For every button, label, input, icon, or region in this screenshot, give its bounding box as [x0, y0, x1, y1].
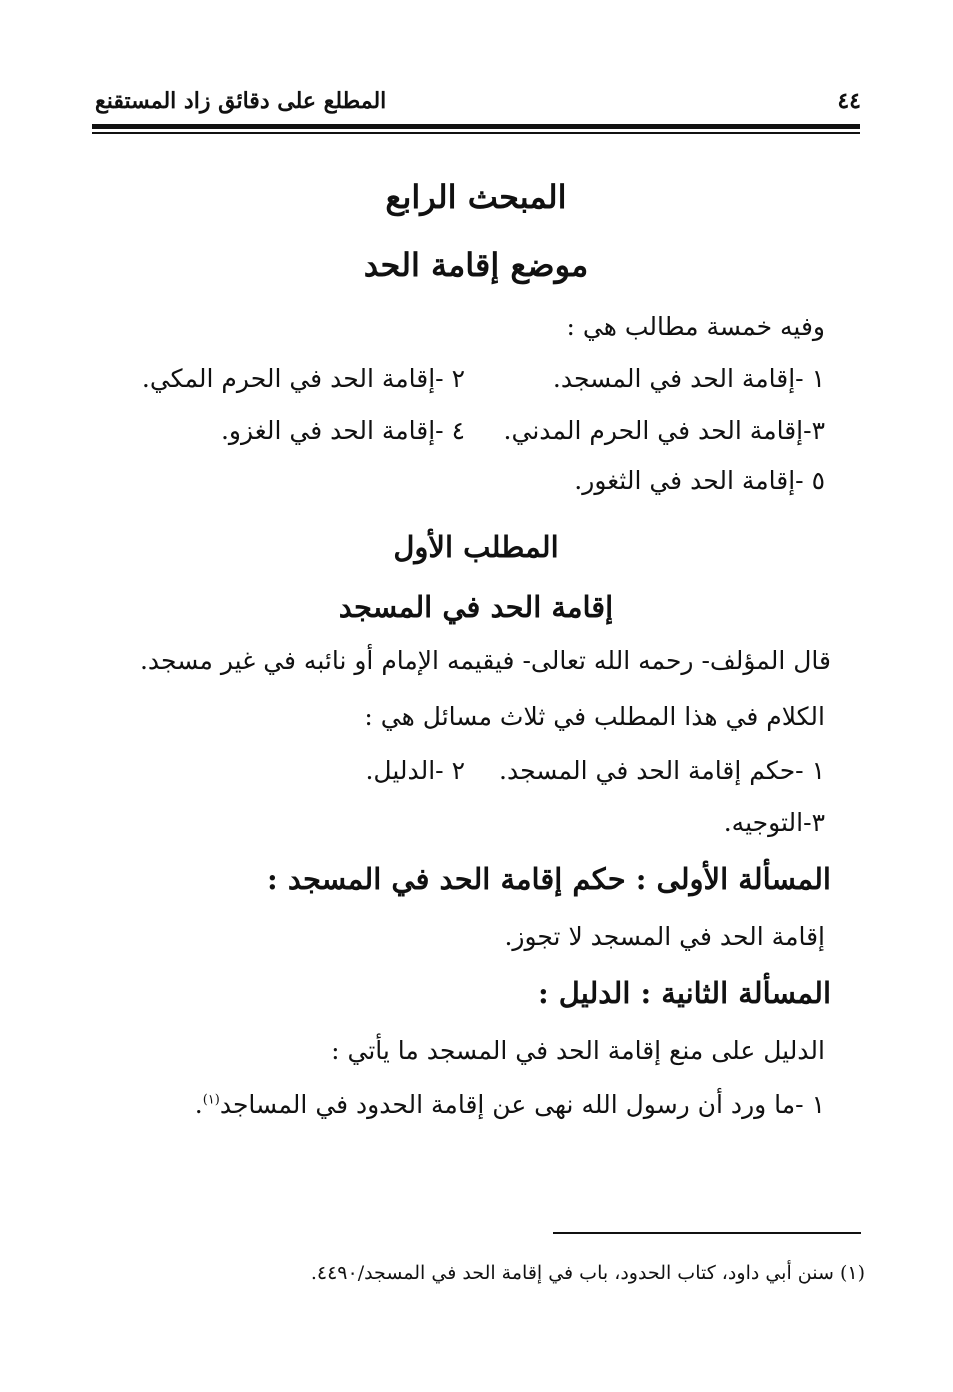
issue2-item-1: [195, 1090, 825, 1119]
page-number: ٤٤: [837, 88, 861, 114]
issue2-text: الدليل على منع إقامة الحد في المسجد ما يأتي :: [331, 1036, 825, 1065]
footnote-reference: (١): [202, 1092, 220, 1108]
issue2-heading: المسألة الثانية : الدليل :: [537, 976, 831, 1010]
issue1-heading: المسألة الأولى : حكم إقامة الحد في المسجد :: [267, 862, 831, 896]
author-quote: قال المؤلف- رحمه الله تعالى- فيقيمه الإمام أو نائبه في غير مسجد.: [139, 646, 831, 675]
section-subtitle: إقامة الحد في المسجد: [338, 590, 614, 624]
issues-intro: الكلام في هذا المطلب في ثلاث مسائل هي :: [364, 702, 825, 731]
intro-item-2: ٢ -إقامة الحد في الحرم المكي.: [141, 364, 465, 393]
footnote-1: (١) سنن أبي داود، كتاب الحدود، باب في إقامة الحد في المسجد/٤٤٩٠.: [310, 1262, 865, 1284]
header-rule-thick: [92, 124, 860, 129]
chapter-title: المبحث الرابع: [385, 178, 567, 216]
intro-text: وفيه خمسة مطالب هي :: [566, 312, 825, 341]
running-title: المطلع على دقائق زاد المستقنع: [95, 88, 387, 114]
intro-item-4: ٤ -إقامة الحد في الغزو.: [220, 416, 465, 445]
footnote-rule: [553, 1232, 861, 1234]
issue1-text: إقامة الحد في المسجد لا تجوز.: [504, 922, 825, 951]
issue2-item-1-end: .: [194, 1090, 203, 1119]
section-title: المطلب الأول: [393, 530, 559, 564]
header-rule-thin: [92, 132, 860, 134]
issue-list-item-2: ٢ -الدليل.: [365, 756, 465, 785]
intro-item-3: ٣-إقامة الحد في الحرم المدني.: [503, 416, 825, 445]
issue-list-item-3: ٣-التوجيه.: [723, 808, 825, 837]
issue-list-item-1: ١ -حكم إقامة الحد في المسجد.: [499, 756, 825, 785]
intro-item-5: ٥ -إقامة الحد في الثغور.: [574, 466, 825, 495]
chapter-subtitle: موضع إقامة الحد: [363, 246, 589, 284]
intro-item-1: ١ -إقامة الحد في المسجد.: [552, 364, 825, 393]
issue2-item-1-text: ١ -ما ورد أن رسول الله نهى عن إقامة الحدود في المساجد: [219, 1090, 825, 1119]
